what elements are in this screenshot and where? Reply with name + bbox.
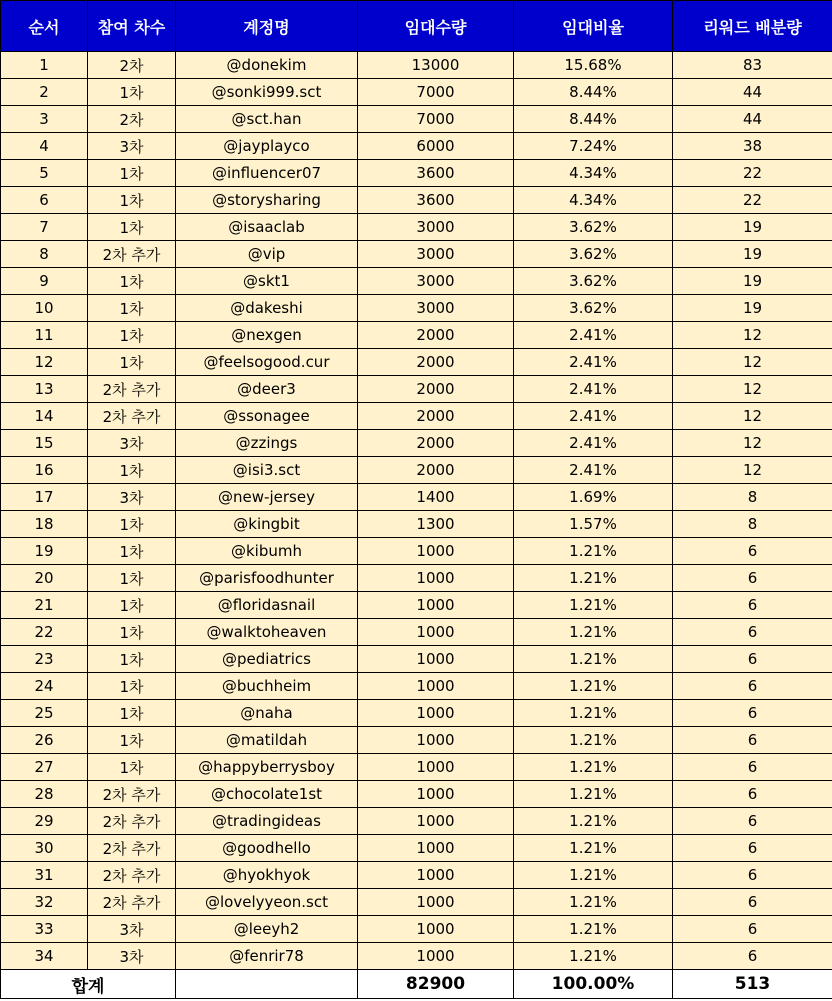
cell-account: @kingbit <box>176 511 358 538</box>
cell-account: @leeyh2 <box>176 916 358 943</box>
table-footer <box>1 970 832 999</box>
cell-quantity: 1000 <box>358 916 514 943</box>
cell-account: @zzings <box>176 430 358 457</box>
header-reward: 리워드 배분량 <box>673 1 832 52</box>
total-empty <box>176 970 358 999</box>
table-row <box>1 187 832 214</box>
cell-round: 1차 <box>88 214 176 241</box>
table-row <box>1 754 832 781</box>
cell-ratio: 2.41% <box>514 322 673 349</box>
cell-quantity: 3000 <box>358 241 514 268</box>
table-row <box>1 79 832 106</box>
cell-quantity: 2000 <box>358 457 514 484</box>
cell-account: @influencer07 <box>176 160 358 187</box>
cell-round: 1차 <box>88 700 176 727</box>
table-body <box>1 52 832 970</box>
cell-account: @walktoheaven <box>176 619 358 646</box>
cell-account: @dakeshi <box>176 295 358 322</box>
table-row <box>1 322 832 349</box>
cell-order: 1 <box>1 52 88 79</box>
cell-quantity: 1000 <box>358 727 514 754</box>
cell-round: 2차 추가 <box>88 862 176 889</box>
cell-round: 2차 추가 <box>88 376 176 403</box>
table-row <box>1 511 832 538</box>
cell-ratio: 1.69% <box>514 484 673 511</box>
cell-order: 22 <box>1 619 88 646</box>
table-row <box>1 700 832 727</box>
cell-reward: 6 <box>673 889 832 916</box>
cell-quantity: 1000 <box>358 619 514 646</box>
cell-quantity: 2000 <box>358 349 514 376</box>
cell-reward: 83 <box>673 52 832 79</box>
cell-ratio: 7.24% <box>514 133 673 160</box>
cell-ratio: 3.62% <box>514 214 673 241</box>
table-row <box>1 673 832 700</box>
cell-account: @happyberrysboy <box>176 754 358 781</box>
cell-round: 1차 <box>88 565 176 592</box>
cell-reward: 8 <box>673 484 832 511</box>
cell-ratio: 1.21% <box>514 673 673 700</box>
cell-order: 28 <box>1 781 88 808</box>
cell-order: 2 <box>1 79 88 106</box>
cell-order: 32 <box>1 889 88 916</box>
cell-round: 2차 추가 <box>88 241 176 268</box>
cell-ratio: 8.44% <box>514 106 673 133</box>
cell-ratio: 1.21% <box>514 808 673 835</box>
cell-quantity: 3600 <box>358 160 514 187</box>
cell-quantity: 6000 <box>358 133 514 160</box>
cell-ratio: 3.62% <box>514 295 673 322</box>
header-quantity: 임대수량 <box>358 1 514 52</box>
cell-quantity: 1000 <box>358 565 514 592</box>
cell-account: @tradingideas <box>176 808 358 835</box>
cell-round: 1차 <box>88 322 176 349</box>
cell-ratio: 8.44% <box>514 79 673 106</box>
cell-account: @feelsogood.cur <box>176 349 358 376</box>
cell-account: @pediatrics <box>176 646 358 673</box>
cell-ratio: 1.21% <box>514 592 673 619</box>
cell-round: 1차 <box>88 511 176 538</box>
table-row <box>1 349 832 376</box>
table-row <box>1 376 832 403</box>
cell-quantity: 1000 <box>358 943 514 970</box>
cell-reward: 6 <box>673 808 832 835</box>
cell-account: @isi3.sct <box>176 457 358 484</box>
cell-account: @lovelyyeon.sct <box>176 889 358 916</box>
table-row <box>1 862 832 889</box>
cell-account: @nexgen <box>176 322 358 349</box>
table-row <box>1 781 832 808</box>
header-order: 순서 <box>1 1 88 52</box>
cell-ratio: 1.21% <box>514 619 673 646</box>
cell-reward: 22 <box>673 187 832 214</box>
cell-reward: 19 <box>673 295 832 322</box>
cell-ratio: 3.62% <box>514 268 673 295</box>
cell-round: 2차 추가 <box>88 808 176 835</box>
cell-ratio: 2.41% <box>514 403 673 430</box>
cell-reward: 12 <box>673 457 832 484</box>
cell-quantity: 2000 <box>358 376 514 403</box>
cell-quantity: 7000 <box>358 106 514 133</box>
cell-quantity: 3600 <box>358 187 514 214</box>
cell-reward: 12 <box>673 430 832 457</box>
cell-quantity: 1300 <box>358 511 514 538</box>
cell-round: 1차 <box>88 295 176 322</box>
cell-ratio: 1.21% <box>514 565 673 592</box>
cell-reward: 6 <box>673 538 832 565</box>
cell-reward: 12 <box>673 349 832 376</box>
cell-reward: 6 <box>673 619 832 646</box>
cell-quantity: 1000 <box>358 646 514 673</box>
cell-quantity: 1000 <box>358 862 514 889</box>
cell-quantity: 1000 <box>358 538 514 565</box>
cell-reward: 6 <box>673 565 832 592</box>
cell-round: 1차 <box>88 592 176 619</box>
cell-reward: 12 <box>673 376 832 403</box>
cell-quantity: 2000 <box>358 430 514 457</box>
cell-reward: 44 <box>673 79 832 106</box>
cell-account: @jayplayco <box>176 133 358 160</box>
cell-order: 26 <box>1 727 88 754</box>
cell-quantity: 1000 <box>358 592 514 619</box>
cell-round: 1차 <box>88 646 176 673</box>
cell-order: 9 <box>1 268 88 295</box>
cell-order: 29 <box>1 808 88 835</box>
cell-quantity: 13000 <box>358 52 514 79</box>
cell-account: @buchheim <box>176 673 358 700</box>
cell-order: 25 <box>1 700 88 727</box>
cell-round: 1차 <box>88 619 176 646</box>
cell-account: @fenrir78 <box>176 943 358 970</box>
cell-round: 3차 <box>88 133 176 160</box>
cell-reward: 44 <box>673 106 832 133</box>
total-row <box>1 970 832 999</box>
cell-reward: 6 <box>673 592 832 619</box>
cell-order: 12 <box>1 349 88 376</box>
cell-account: @new-jersey <box>176 484 358 511</box>
header-account: 계정명 <box>176 1 358 52</box>
cell-account: @vip <box>176 241 358 268</box>
cell-quantity: 2000 <box>358 322 514 349</box>
cell-order: 23 <box>1 646 88 673</box>
cell-order: 27 <box>1 754 88 781</box>
table-row <box>1 241 832 268</box>
cell-ratio: 4.34% <box>514 187 673 214</box>
cell-reward: 6 <box>673 862 832 889</box>
cell-order: 5 <box>1 160 88 187</box>
cell-order: 21 <box>1 592 88 619</box>
cell-ratio: 1.21% <box>514 943 673 970</box>
cell-reward: 6 <box>673 727 832 754</box>
cell-round: 3차 <box>88 484 176 511</box>
table-row <box>1 646 832 673</box>
cell-ratio: 1.21% <box>514 889 673 916</box>
table-row <box>1 592 832 619</box>
cell-round: 3차 <box>88 943 176 970</box>
cell-quantity: 7000 <box>358 79 514 106</box>
cell-account: @sonki999.sct <box>176 79 358 106</box>
cell-reward: 19 <box>673 268 832 295</box>
cell-ratio: 1.57% <box>514 511 673 538</box>
cell-account: @deer3 <box>176 376 358 403</box>
cell-round: 1차 <box>88 349 176 376</box>
cell-order: 11 <box>1 322 88 349</box>
cell-order: 15 <box>1 430 88 457</box>
cell-round: 1차 <box>88 673 176 700</box>
table-row <box>1 484 832 511</box>
cell-ratio: 1.21% <box>514 916 673 943</box>
cell-order: 24 <box>1 673 88 700</box>
cell-order: 8 <box>1 241 88 268</box>
cell-round: 1차 <box>88 160 176 187</box>
cell-reward: 12 <box>673 403 832 430</box>
cell-account: @skt1 <box>176 268 358 295</box>
cell-account: @parisfoodhunter <box>176 565 358 592</box>
cell-order: 10 <box>1 295 88 322</box>
cell-round: 1차 <box>88 727 176 754</box>
cell-order: 20 <box>1 565 88 592</box>
table-row <box>1 457 832 484</box>
cell-round: 2차 추가 <box>88 889 176 916</box>
cell-quantity: 1000 <box>358 835 514 862</box>
cell-account: @kibumh <box>176 538 358 565</box>
cell-account: @sct.han <box>176 106 358 133</box>
cell-reward: 6 <box>673 673 832 700</box>
cell-round: 2차 <box>88 52 176 79</box>
table-row <box>1 808 832 835</box>
cell-order: 13 <box>1 376 88 403</box>
cell-ratio: 1.21% <box>514 781 673 808</box>
cell-reward: 6 <box>673 916 832 943</box>
cell-ratio: 1.21% <box>514 754 673 781</box>
cell-account: @ssonagee <box>176 403 358 430</box>
cell-round: 1차 <box>88 457 176 484</box>
cell-round: 2차 추가 <box>88 781 176 808</box>
cell-ratio: 2.41% <box>514 349 673 376</box>
table-row <box>1 52 832 79</box>
cell-order: 14 <box>1 403 88 430</box>
cell-quantity: 1000 <box>358 673 514 700</box>
table-row <box>1 916 832 943</box>
cell-order: 34 <box>1 943 88 970</box>
table-row <box>1 565 832 592</box>
cell-ratio: 2.41% <box>514 376 673 403</box>
cell-account: @storysharing <box>176 187 358 214</box>
total-label: 합계 <box>1 970 176 999</box>
table-header <box>1 1 832 52</box>
cell-reward: 8 <box>673 511 832 538</box>
table-row <box>1 106 832 133</box>
cell-quantity: 3000 <box>358 268 514 295</box>
cell-ratio: 1.21% <box>514 835 673 862</box>
table-row <box>1 160 832 187</box>
cell-reward: 12 <box>673 322 832 349</box>
header-row <box>1 1 832 52</box>
cell-ratio: 4.34% <box>514 160 673 187</box>
cell-round: 3차 <box>88 430 176 457</box>
cell-reward: 6 <box>673 943 832 970</box>
cell-ratio: 1.21% <box>514 862 673 889</box>
table-row <box>1 727 832 754</box>
cell-account: @matildah <box>176 727 358 754</box>
total-ratio: 100.00% <box>514 970 673 999</box>
table-row <box>1 430 832 457</box>
table-row <box>1 133 832 160</box>
cell-ratio: 1.21% <box>514 646 673 673</box>
cell-quantity: 1000 <box>358 889 514 916</box>
cell-reward: 19 <box>673 241 832 268</box>
cell-reward: 22 <box>673 160 832 187</box>
cell-quantity: 1400 <box>358 484 514 511</box>
cell-round: 1차 <box>88 268 176 295</box>
table-row <box>1 835 832 862</box>
cell-round: 2차 추가 <box>88 403 176 430</box>
cell-quantity: 1000 <box>358 808 514 835</box>
cell-order: 33 <box>1 916 88 943</box>
cell-reward: 6 <box>673 700 832 727</box>
cell-reward: 6 <box>673 754 832 781</box>
cell-round: 1차 <box>88 754 176 781</box>
table-row <box>1 268 832 295</box>
cell-order: 3 <box>1 106 88 133</box>
cell-ratio: 2.41% <box>514 457 673 484</box>
cell-ratio: 1.21% <box>514 538 673 565</box>
cell-round: 2차 추가 <box>88 835 176 862</box>
cell-round: 2차 <box>88 106 176 133</box>
cell-account: @goodhello <box>176 835 358 862</box>
cell-quantity: 3000 <box>358 295 514 322</box>
cell-reward: 6 <box>673 835 832 862</box>
cell-reward: 6 <box>673 646 832 673</box>
cell-quantity: 1000 <box>358 754 514 781</box>
cell-round: 1차 <box>88 79 176 106</box>
table-row <box>1 538 832 565</box>
cell-ratio: 1.21% <box>514 700 673 727</box>
cell-reward: 38 <box>673 133 832 160</box>
table-row <box>1 403 832 430</box>
cell-order: 6 <box>1 187 88 214</box>
cell-ratio: 3.62% <box>514 241 673 268</box>
cell-quantity: 2000 <box>358 403 514 430</box>
cell-account: @donekim <box>176 52 358 79</box>
cell-reward: 6 <box>673 781 832 808</box>
table-row <box>1 889 832 916</box>
cell-quantity: 1000 <box>358 700 514 727</box>
cell-ratio: 1.21% <box>514 727 673 754</box>
cell-account: @floridasnail <box>176 592 358 619</box>
cell-quantity: 1000 <box>358 781 514 808</box>
cell-order: 18 <box>1 511 88 538</box>
total-quantity: 82900 <box>358 970 514 999</box>
cell-round: 3차 <box>88 916 176 943</box>
cell-quantity: 3000 <box>358 214 514 241</box>
cell-order: 19 <box>1 538 88 565</box>
cell-order: 30 <box>1 835 88 862</box>
cell-order: 17 <box>1 484 88 511</box>
header-ratio: 임대비율 <box>514 1 673 52</box>
cell-account: @chocolate1st <box>176 781 358 808</box>
total-reward: 513 <box>673 970 832 999</box>
cell-account: @isaaclab <box>176 214 358 241</box>
cell-order: 7 <box>1 214 88 241</box>
cell-round: 1차 <box>88 538 176 565</box>
cell-order: 4 <box>1 133 88 160</box>
cell-ratio: 2.41% <box>514 430 673 457</box>
cell-order: 16 <box>1 457 88 484</box>
table-row <box>1 214 832 241</box>
cell-order: 31 <box>1 862 88 889</box>
cell-reward: 19 <box>673 214 832 241</box>
cell-account: @hyokhyok <box>176 862 358 889</box>
table-row <box>1 295 832 322</box>
cell-round: 1차 <box>88 187 176 214</box>
cell-ratio: 15.68% <box>514 52 673 79</box>
table-row <box>1 943 832 970</box>
table-row <box>1 619 832 646</box>
header-round: 참여 차수 <box>88 1 176 52</box>
cell-account: @naha <box>176 700 358 727</box>
